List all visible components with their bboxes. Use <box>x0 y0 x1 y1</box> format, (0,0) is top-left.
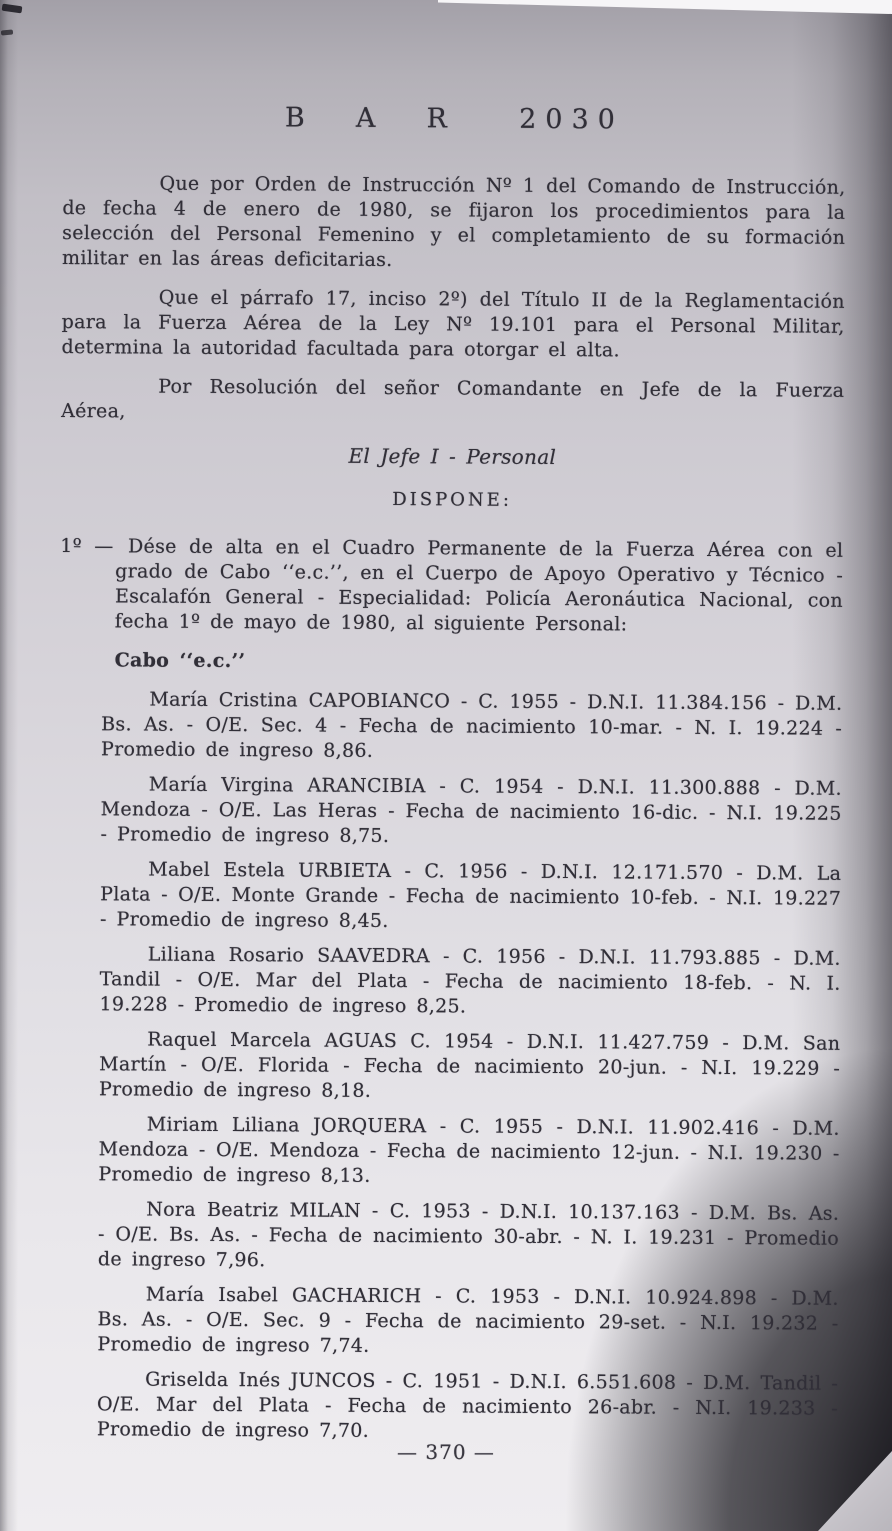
rank-heading: Cabo ‘‘e.c.’’ <box>114 649 246 673</box>
personnel-entry: Mabel Estela URBIETA - C. 1956 - D.N.I. 12.171.570 - D.M. La Plata - O/E. Monte Grande - Fecha de nacimiento 10-feb. - N.I. 19.227 - Promedio de ingreso 8,45. <box>99 858 842 933</box>
document-title: B A R 2030 <box>284 102 624 136</box>
dispone-heading: DISPONE: <box>392 489 512 511</box>
personnel-entry: Nora Beatriz MILAN - C. 1953 - D.N.I. 10.137.163 - D.M. Bs. As. - O/E. Bs. As. - Fecha de nacimiento 30-abr. - N. I. 19.231 - Promedio de ingreso 7,96. <box>97 1198 840 1272</box>
personnel-entry: María Virgina ARANCIBIA - C. 1954 - D.N.I. 11.300.888 - D.M. Mendoza - O/E. Las Heras - Fecha de nacimiento 16-dic. - N.I. 19.225 - Promedio de ingreso 8,75. <box>100 773 842 848</box>
personnel-entry: Liliana Rosario SAAVEDRA - C. 1956 - D.N.I. 11.793.885 - D.M. Tandil - O/E. Mar del Plata - Fecha de nacimiento 18-feb. - N. I. 19.228 - Promedio de ingreso 8,25. <box>99 943 841 1018</box>
article-text: Dése de alta en el Cuadro Permanente de la Fuerza Aérea con el grado de Cabo ‘‘e.c.’’, en el Cuerpo de Apoyo Operativo y Técnico - Escalafón General - Especialidad: Policía Aeronáutica Nacional, con fecha 1º de mayo de 1980, al siguiente Personal: <box>114 535 844 636</box>
ink-speck <box>2 4 23 14</box>
scanner-bed-edge <box>438 0 892 14</box>
ink-speck <box>1 29 13 35</box>
paragraph-resolution: Por Resolución del señor Comandante en Jefe de la Fuerza Aérea, <box>61 375 845 423</box>
paragraph-whereas-2: Que el párrafo 17, inciso 2º) del Título II de la Reglamentación para la Fuerza Aérea de la Ley Nº 19.101 para el Personal Militar, determina la autoridad facultada para otorgar el alta. <box>61 286 845 362</box>
personnel-entry: María Isabel GACHARICH - C. 1953 - D.N.I. 10.924.898 - D.M. Bs. As. - O/E. Sec. 9 - Fecha de nacimiento 29-set. - N.I. 19.232 - Promedio de ingreso 7,74. <box>97 1283 839 1357</box>
personnel-entry: Raquel Marcela AGUAS C. 1954 - D.N.I. 11.427.759 - D.M. San Martín - O/E. Florida - Fecha de nacimiento 20-jun. - N.I. 19.229 - Promedio de ingreso 8,18. <box>98 1028 841 1102</box>
page-number: — 370 — <box>397 1440 495 1464</box>
page-body <box>55 104 846 1457</box>
personnel-entry: Griselda Inés JUNCOS - C. 1951 - D.N.I. 6.551.608 - D.M. Tandil - O/E. Mar del Plata - Fecha de nacimiento 26-abr. - N.I. 19.233 - Promedio de ingreso 7,70. <box>96 1368 839 1442</box>
paragraph-whereas-1: Que por Orden de Instrucción Nº 1 del Comando de Instrucción, de fecha 4 de enero de 1980, se fijaron los procedimientos para la selección del Personal Femenino y el completamiento de su formación militar en las áreas deficitarias. <box>61 172 846 272</box>
article-number: 1º — <box>60 534 114 558</box>
article-1 <box>60 534 844 639</box>
authority-line: El Jefe I - Personal <box>348 443 557 470</box>
personnel-entry: María Cristina CAPOBIANCO - C. 1955 - D.N.I. 11.384.156 - D.M. Bs. As. - O/E. Sec. 4 - Fecha de nacimiento 10-mar. - N. I. 19.224 - Promedio de ingreso 8,86. <box>100 688 843 762</box>
personnel-entry: Miriam Liliana JORQUERA - C. 1955 - D.N.I. 11.902.416 - D.M. Mendoza - O/E. Mendoza - Fecha de nacimiento 12-jun. - N.I. 19.230 - Promedio de ingreso 8,13. <box>98 1113 840 1187</box>
